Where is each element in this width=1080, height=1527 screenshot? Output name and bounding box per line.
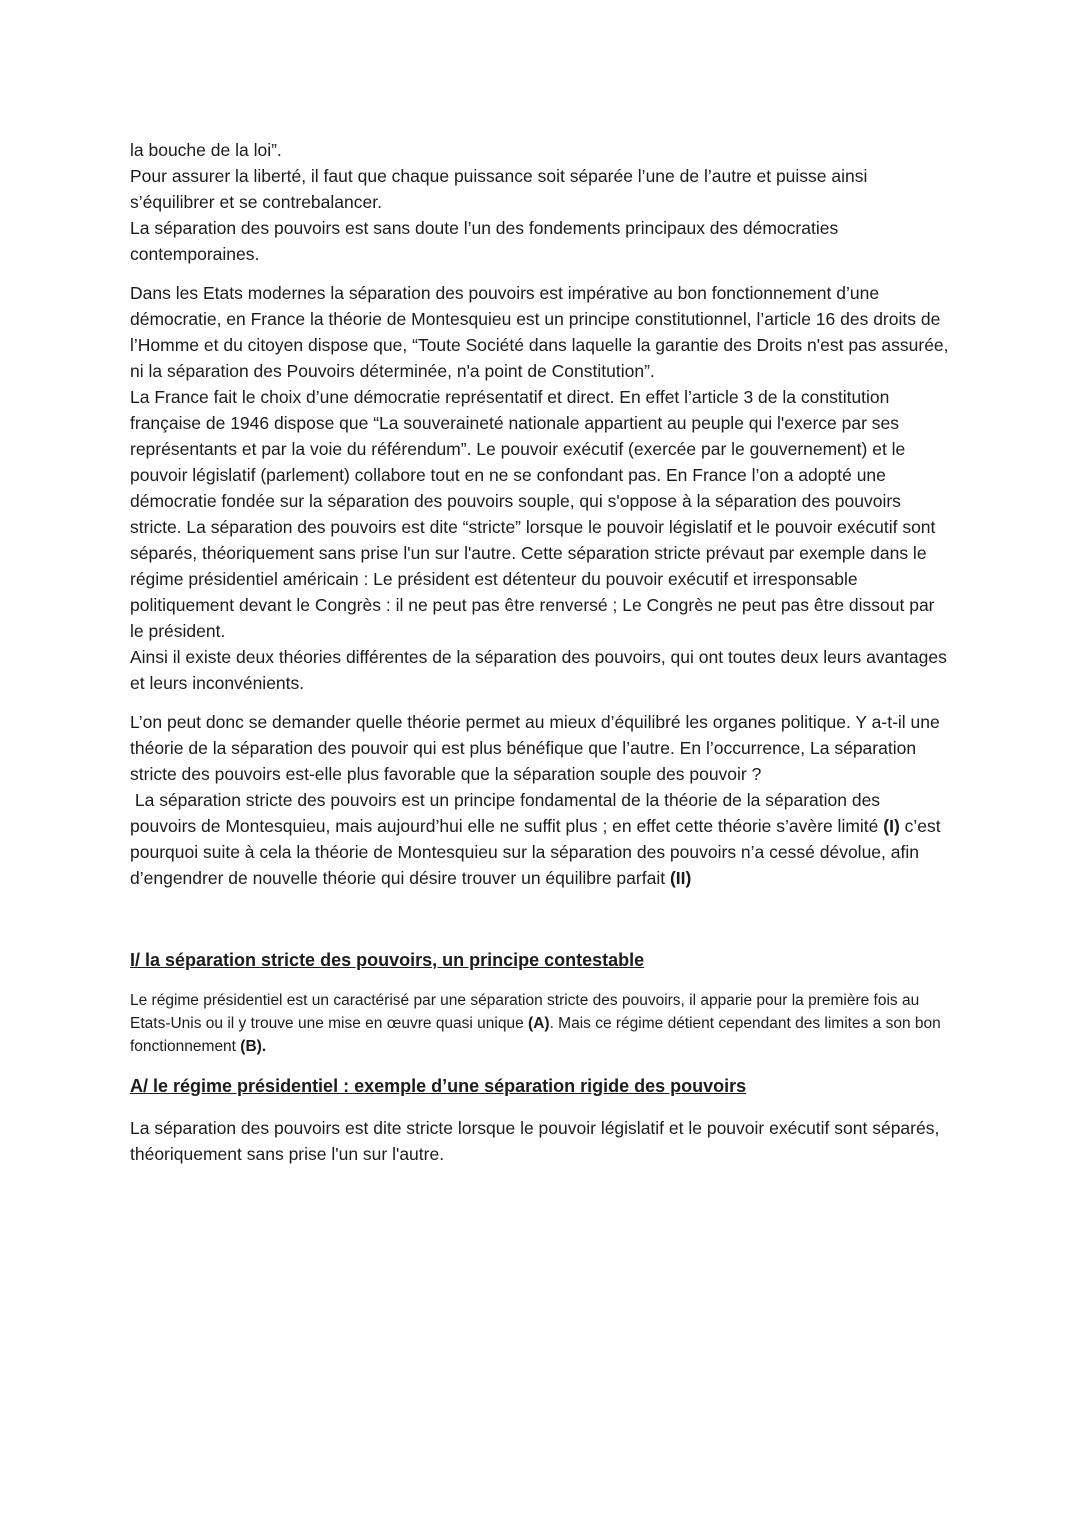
paragraph [130, 709, 950, 891]
bold-text-run: (II) [669, 868, 692, 888]
section-heading [130, 947, 950, 973]
text-run: Dans les Etats modernes la séparation des pouvoirs est impérative au bon fonctionnement d’une démocratie, en France la théorie de Montesquieu est un principe constitutionnel, l’article 16 des droits de l’Homme et du citoyen dispose que, “Toute Société dans laquelle la garantie des Droits n'est pas assurée, ni la séparation des Pouvoirs déterminée, n'a point de Constitution”. [130, 283, 954, 381]
paragraph [130, 137, 950, 267]
text-run: Le régime présidentiel est un caractérisé par une séparation stricte des pouvoirs, il apparie pour la première fois au Etats-Unis ou il y trouve une mise en œuvre quasi unique [130, 992, 924, 1032]
text-run: Ainsi il existe deux théories différentes de la séparation des pouvoirs, qui ont toutes deux leurs avantages et leurs inconvénients. [130, 647, 952, 693]
bold-text-run: A/ le régime présidentiel : exemple d’une séparation rigide des pouvoirs [130, 1076, 747, 1096]
text-line [130, 947, 950, 973]
text-line [130, 709, 950, 787]
bold-text-run: (B). [240, 1038, 267, 1055]
paragraph [130, 1115, 950, 1167]
text-run: . Mais ce régime détient cependant des limites a son bon fonctionnement [130, 1015, 946, 1055]
text-run: La séparation des pouvoirs est dite stricte lorsque le pouvoir législatif et le pouvoir exécutif sont séparés, théoriquement sans prise l'un sur l'autre. [130, 1118, 945, 1164]
bold-text-run: I/ la séparation stricte des pouvoirs, un principe contestable [130, 950, 645, 970]
text-line [130, 163, 950, 215]
text-line [130, 787, 950, 891]
paragraph [130, 280, 954, 696]
text-line [130, 137, 950, 163]
text-line [130, 384, 950, 644]
text-run: L’on peut donc se demander quelle théorie permet au mieux d’équilibré les organes politique. Y a-t-il une théorie de la séparation des pouvoir qui est plus bénéfique que l’autre. En l’occurrence, La séparation stricte des pouvoirs est-elle plus favorable que la séparation souple des pouvoir ? [130, 712, 945, 784]
paragraph [130, 989, 950, 1058]
text-run: Pour assurer la liberté, il faut que chaque puissance soit séparée l’une de l’autre et puisse ainsi s’équilibrer et se contrebalancer. [130, 166, 873, 212]
text-line [130, 644, 950, 696]
text-line [130, 280, 954, 384]
bold-text-run: (I) [883, 816, 900, 836]
text-line [130, 989, 950, 1058]
text-run: La séparation stricte des pouvoirs est un principe fondamental de la théorie de la séparation des pouvoirs de Montesquieu, mais aujourd’hui elle ne suffit plus ; en effet cette théorie s’avère limité [130, 790, 885, 836]
text-line [130, 215, 950, 267]
section-heading [130, 1073, 950, 1099]
text-run: la bouche de la loi”. [130, 140, 282, 160]
text-run: c’est pourquoi suite à cela la théorie de Montesquieu sur la séparation des pouvoirs n’a cessé dévolue, afin d’engendrer de nouvelle théorie qui désire trouver un équilibre parfait [130, 816, 946, 888]
text-run: La France fait le choix d’une démocratie représentatif et direct. En effet l’article 3 de la constitution française de 1946 dispose que “La souveraineté nationale appartient au peuple qui l'exerce par ses représentants et par la voie du référendum”. Le pouvoir exécutif (exercée par le gouvernement) et le pouvoir législatif (parlement) collabore tout en ne se confondant pas. En France l’on a adopté une démocratie fondée sur la séparation des pouvoirs souple, qui s'oppose à la séparation des pouvoirs stricte. La séparation des pouvoirs est dite “stricte” lorsque le pouvoir législatif et le pouvoir exécutif sont séparés, théoriquement sans prise l'un sur l'autre. Cette séparation stricte prévaut par exemple dans le régime présidentiel américain : Le président est détenteur du pouvoir exécutif et irresponsable politiquement devant le Congrès : il ne peut pas être renversé ; Le Congrès ne peut pas être dissout par le président. [130, 387, 941, 641]
bold-text-run: (A) [528, 1015, 550, 1032]
text-line [130, 1115, 950, 1167]
text-line [130, 1073, 950, 1099]
text-run: La séparation des pouvoirs est sans doute l’un des fondements principaux des démocraties contemporaines. [130, 218, 844, 264]
